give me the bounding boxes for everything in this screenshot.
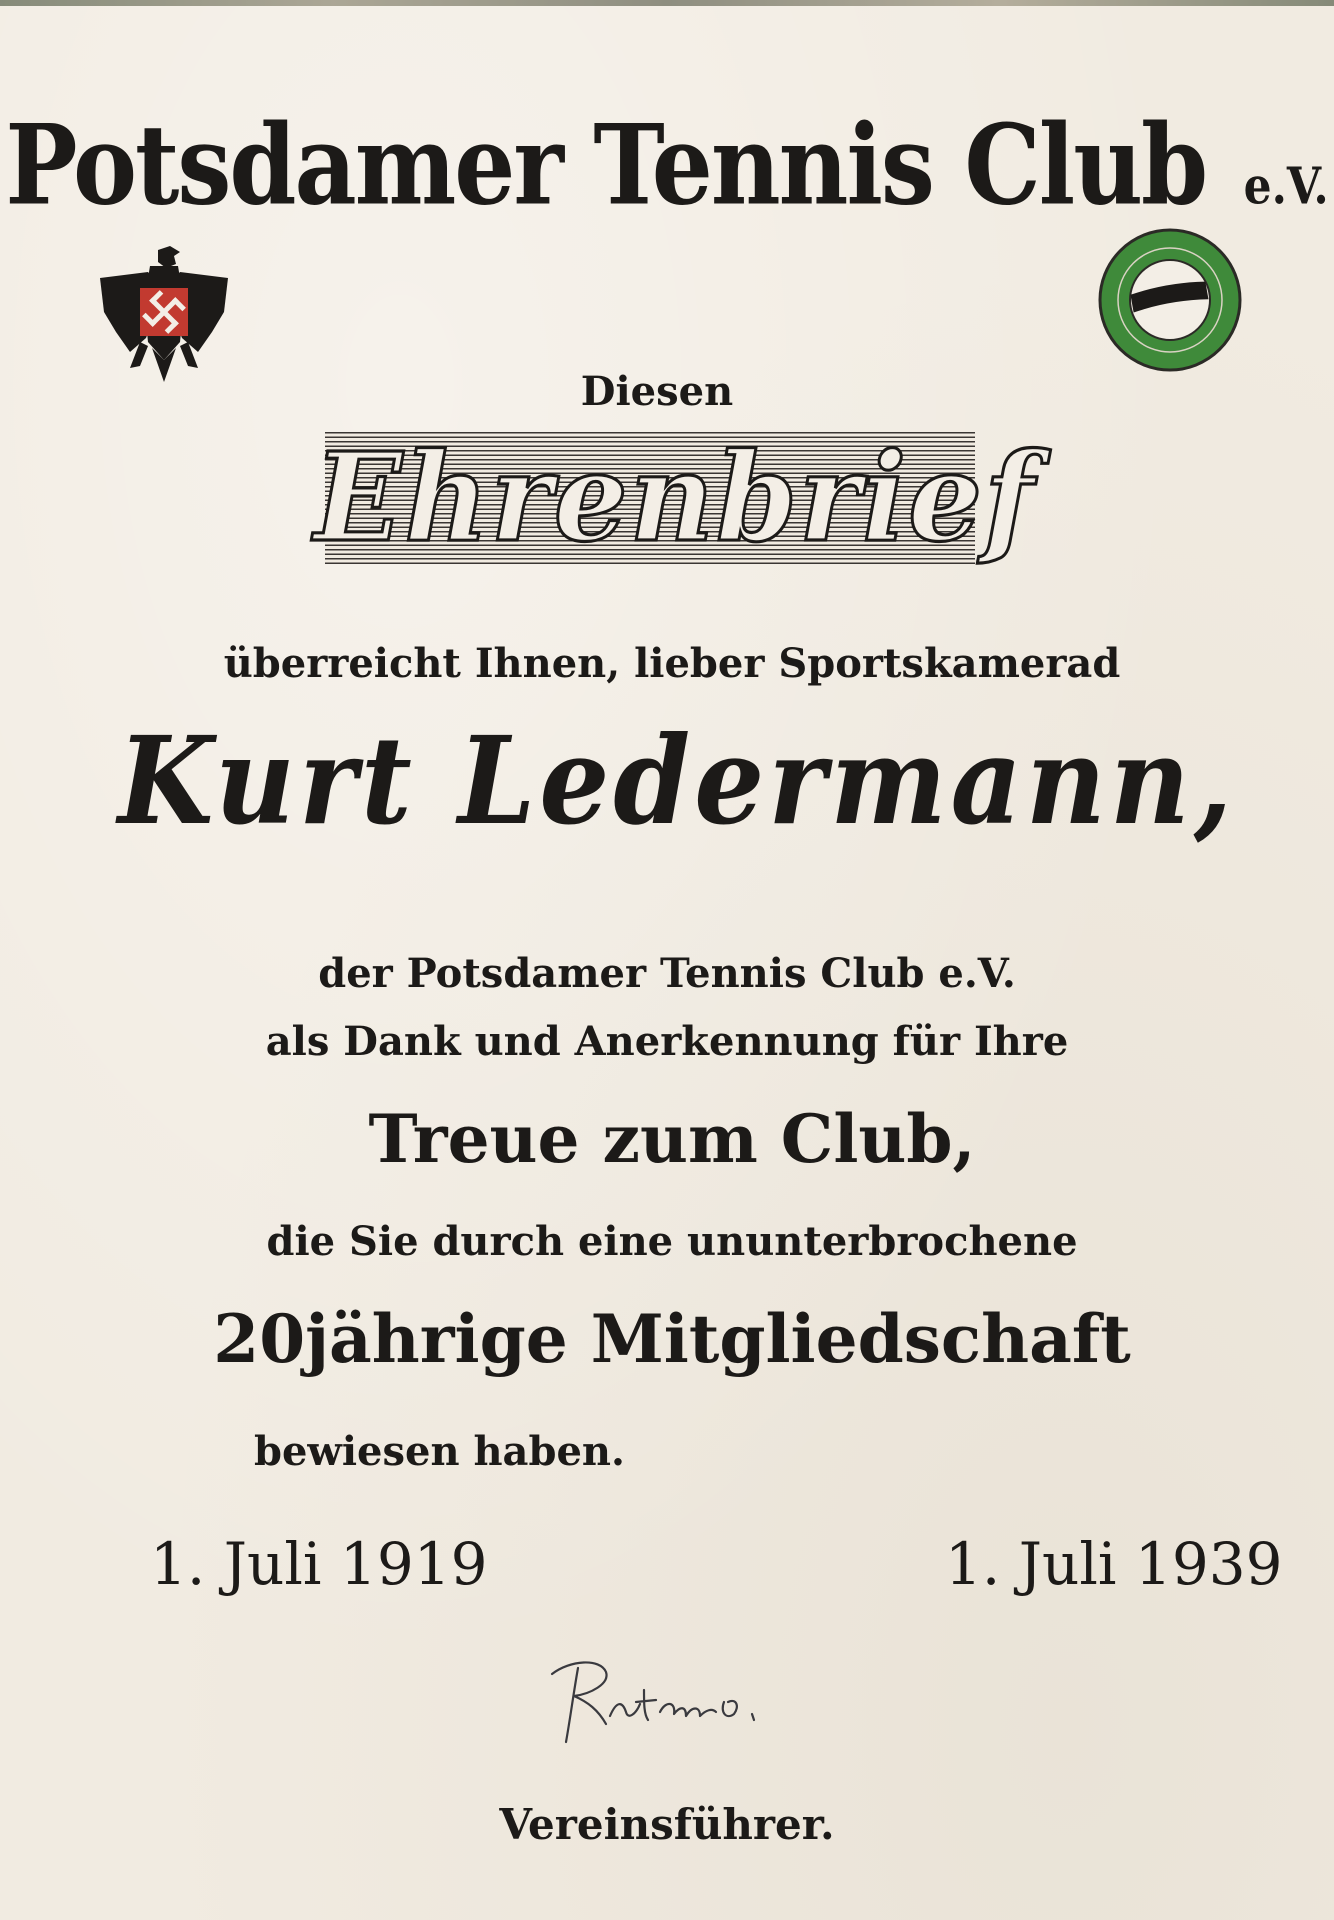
handwritten-signature — [540, 1650, 810, 1760]
club-suffix: e.V. — [1243, 157, 1329, 217]
diesen-text: Diesen — [580, 368, 734, 415]
start-date: 1. Juli 1919 — [150, 1530, 488, 1598]
end-date: 1. Juli 1939 — [945, 1530, 1283, 1598]
recipient-name: Kurt Ledermann, — [117, 709, 1237, 852]
thanks-line-text: als Dank und Anerkennung für Ihre — [265, 1018, 1069, 1065]
club-badge-icon — [1096, 226, 1244, 374]
document-title: Ehrenbrief — [313, 426, 1036, 570]
top-edge-border — [0, 0, 1334, 6]
club-line-text: der Potsdamer Tennis Club e.V. — [318, 950, 1016, 997]
closing-text: bewiesen haben. — [254, 1428, 625, 1475]
loyalty-text: Treue zum Club, — [368, 1100, 976, 1178]
intro-text: überreicht Ihnen, lieber Sportskamerad — [223, 640, 1121, 687]
proof-line-text: die Sie durch eine ununterbrochene — [266, 1218, 1078, 1265]
club-title — [0, 100, 1334, 230]
eagle-swastika-emblem-icon — [96, 242, 232, 384]
club-name: Potsdamer Tennis Club — [5, 100, 1207, 230]
membership-text: 20jährige Mitgliedschaft — [213, 1300, 1131, 1378]
signatory-role: Vereinsführer. — [499, 1800, 835, 1849]
